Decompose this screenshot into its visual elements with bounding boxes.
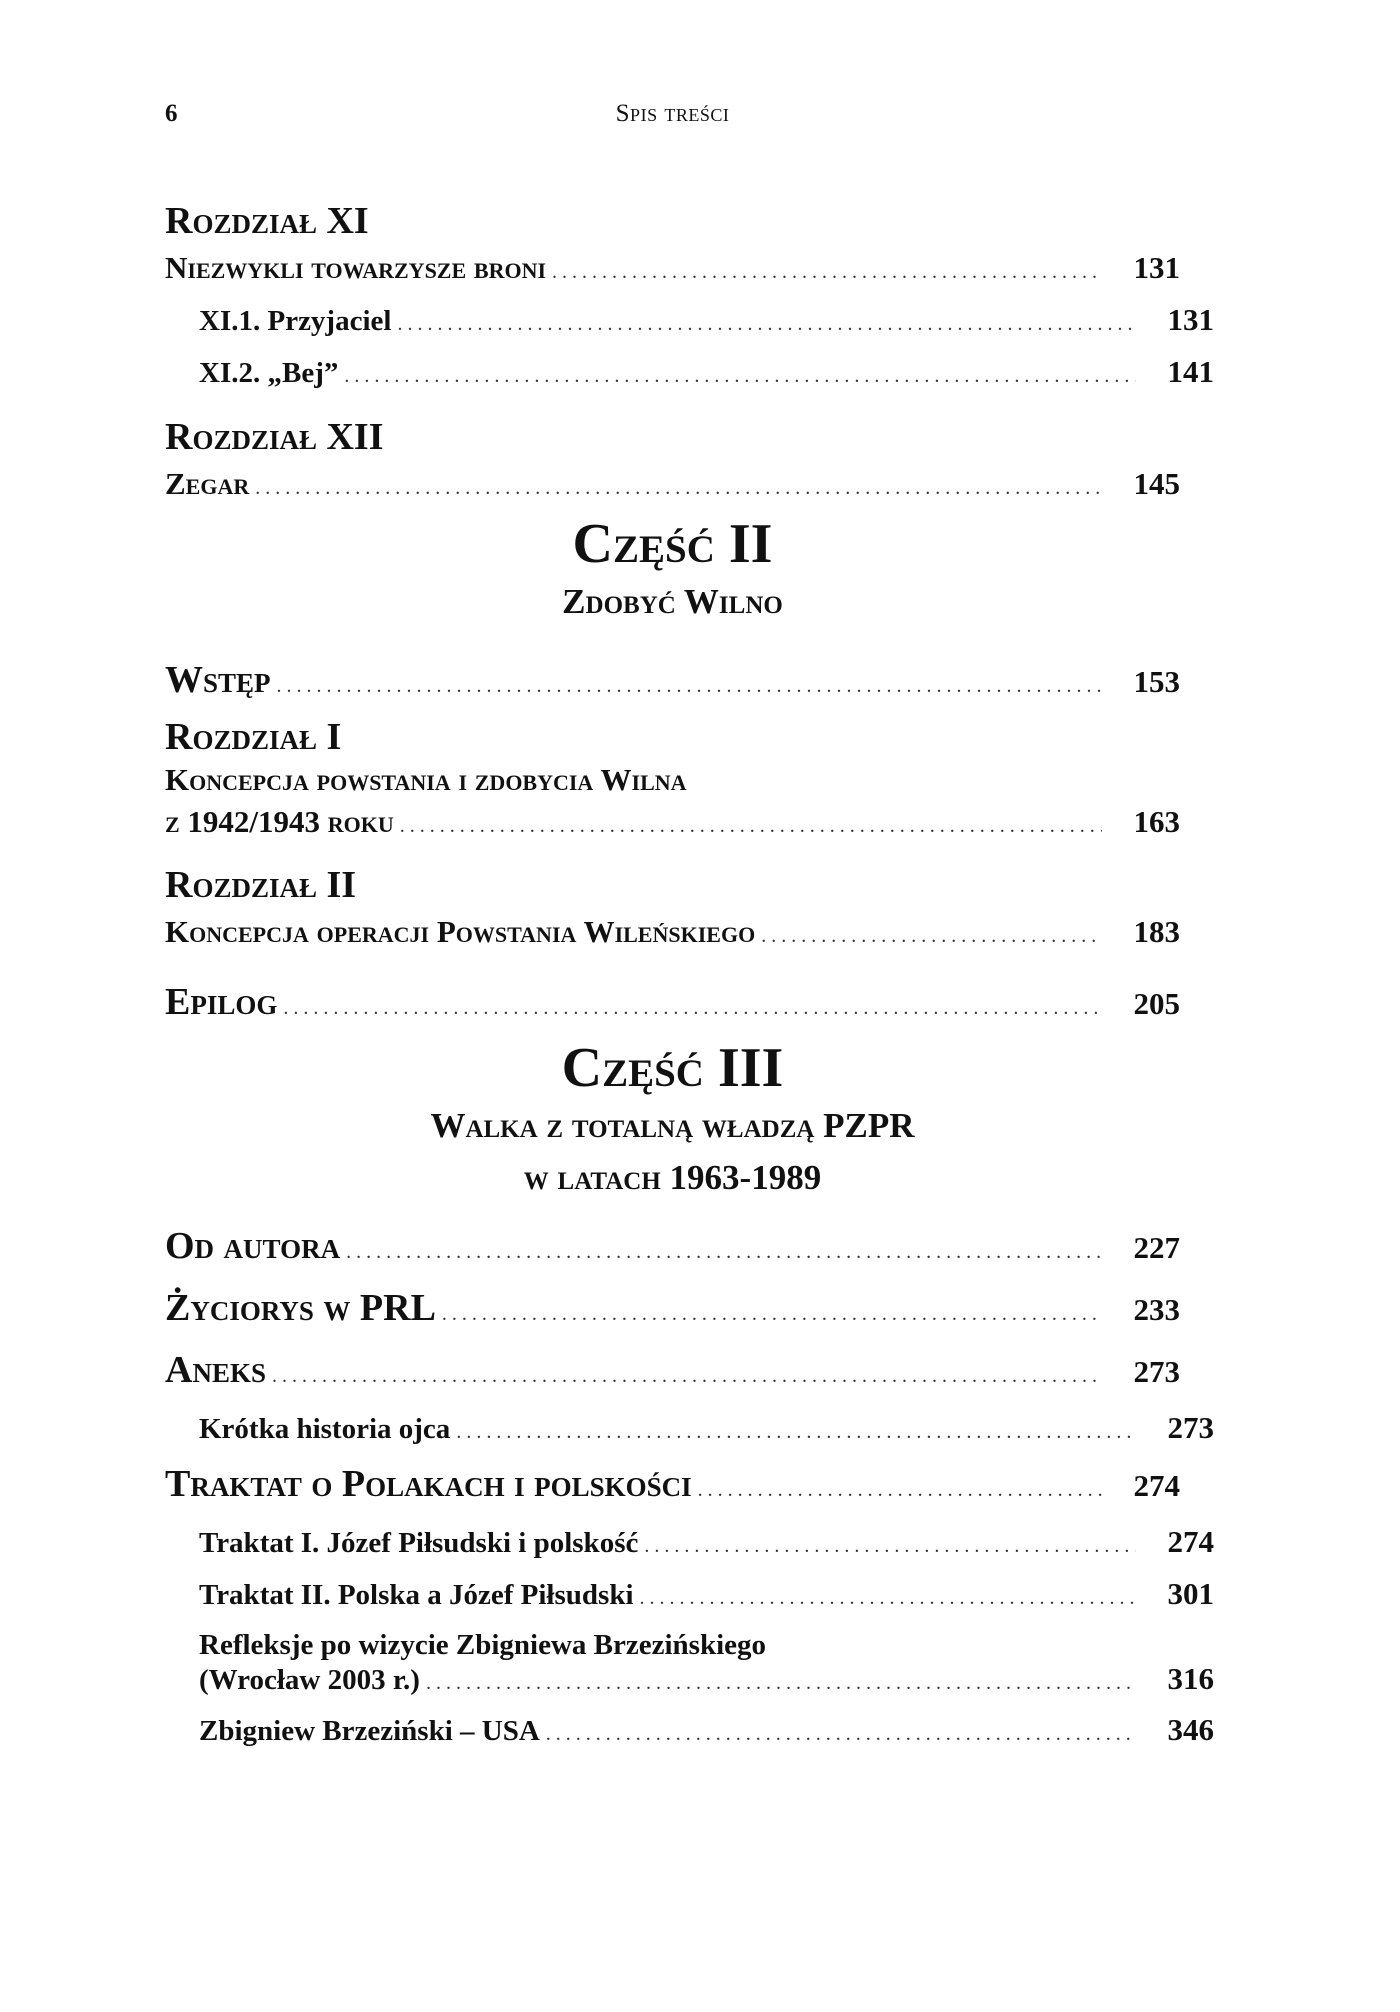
chapter-label: Rozdział XI — [165, 200, 369, 242]
dot-leader — [346, 1224, 1102, 1280]
entry-title: Od autora — [165, 1225, 341, 1267]
entry-title: Zegar — [165, 466, 250, 501]
toc-entry[interactable] — [165, 460, 1180, 512]
toc-entry[interactable] — [165, 244, 1180, 296]
chapter-label: Rozdział XII — [165, 416, 384, 458]
entry-page: 346 — [1167, 1712, 1214, 1747]
entry-title: XI.2. „Bej” — [199, 357, 339, 389]
dot-leader — [442, 1286, 1102, 1342]
dot-leader — [255, 464, 1102, 512]
entry-title: Aneks — [165, 1349, 266, 1391]
dot-leader — [552, 248, 1102, 296]
dot-leader — [397, 300, 1136, 348]
part-heading: Część III — [561, 1037, 784, 1099]
chapter-title-line: Koncepcja powstania i zdobycia Wilna — [165, 762, 687, 797]
entry-page: 227 — [1133, 1230, 1180, 1265]
toc-subentry[interactable] — [165, 1404, 1214, 1456]
entry-title: Wstęp — [165, 659, 271, 701]
entry-title: XI.1. Przyjaciel — [199, 305, 392, 337]
entry-page: 233 — [1133, 1292, 1180, 1327]
dot-leader — [283, 980, 1102, 1036]
dot-leader — [400, 804, 1102, 848]
entry-page: 316 — [1167, 1661, 1214, 1696]
running-title: Spis treści — [615, 100, 730, 127]
entry-title: Koncepcja operacji Powstania Wileńskiego — [165, 914, 756, 949]
dot-leader — [698, 1462, 1102, 1518]
part-subtitle: Zdobyć Wilno — [562, 582, 783, 621]
toc-entry[interactable] — [165, 800, 1180, 848]
entry-page: 301 — [1167, 1576, 1214, 1611]
toc-entry[interactable] — [165, 1456, 1180, 1518]
entry-title: (Wrocław 2003 r.) — [199, 1664, 420, 1696]
dot-leader — [277, 658, 1102, 714]
entry-title: Niezwykli towarzysze broni — [165, 250, 547, 285]
entry-page: 131 — [1167, 302, 1214, 337]
dot-leader — [546, 1710, 1136, 1758]
entry-page: 274 — [1167, 1524, 1214, 1559]
toc-subentry[interactable] — [165, 1662, 1214, 1700]
page-number: 6 — [165, 100, 178, 127]
toc-subentry[interactable] — [165, 1518, 1214, 1570]
part-subtitle: Walka z totalną władzą PZPR — [430, 1106, 915, 1145]
entry-page: 273 — [1133, 1354, 1180, 1389]
chapter-label: Rozdział I — [165, 716, 342, 758]
entry-page: 205 — [1133, 986, 1180, 1021]
entry-page: 131 — [1133, 250, 1180, 285]
toc-entry[interactable] — [165, 974, 1180, 1036]
entry-title: Traktat II. Polska a Józef Piłsudski — [199, 1579, 634, 1611]
entry-title: Traktat o Polakach i polskości — [165, 1463, 692, 1505]
page-header — [165, 100, 1180, 136]
toc-entry[interactable] — [165, 908, 1180, 960]
toc-entry[interactable] — [165, 1280, 1180, 1342]
subentry-title-line: Refleksje po wizycie Zbigniewa Brzezińskiego — [199, 1629, 767, 1661]
entry-title: z 1942/1943 roku — [165, 804, 394, 839]
dot-leader — [426, 1666, 1136, 1700]
entry-title: Zbigniew Brzeziński – USA — [199, 1715, 540, 1747]
entry-page: 183 — [1133, 914, 1180, 949]
dot-leader — [761, 912, 1102, 960]
toc-entry[interactable] — [165, 652, 1180, 714]
part-heading: Część II — [572, 513, 773, 575]
toc-entry[interactable] — [165, 1342, 1180, 1404]
dot-leader — [640, 1574, 1136, 1622]
dot-leader — [272, 1348, 1102, 1404]
toc-subentry[interactable] — [165, 348, 1214, 400]
part-subtitle: w latach 1963-1989 — [523, 1158, 822, 1197]
entry-title: Epilog — [165, 981, 278, 1023]
toc-subentry[interactable] — [165, 1570, 1214, 1622]
dot-leader — [456, 1408, 1136, 1456]
table-of-contents — [165, 198, 1214, 1758]
dot-leader — [644, 1522, 1136, 1570]
dot-leader — [344, 352, 1136, 400]
toc-entry[interactable] — [165, 1218, 1180, 1280]
entry-page: 141 — [1167, 354, 1214, 389]
entry-page: 153 — [1133, 664, 1180, 699]
toc-subentry[interactable] — [165, 296, 1214, 348]
entry-title: Krótka historia ojca — [199, 1413, 451, 1445]
entry-title: Traktat I. Józef Piłsudski i polskość — [199, 1527, 639, 1559]
chapter-label: Rozdział II — [165, 864, 357, 906]
entry-page: 273 — [1167, 1410, 1214, 1445]
entry-page: 163 — [1133, 804, 1180, 839]
toc-subentry[interactable] — [165, 1706, 1214, 1758]
entry-page: 145 — [1133, 466, 1180, 501]
entry-title: Życiorys w PRL — [165, 1287, 436, 1329]
entry-page: 274 — [1133, 1468, 1180, 1503]
